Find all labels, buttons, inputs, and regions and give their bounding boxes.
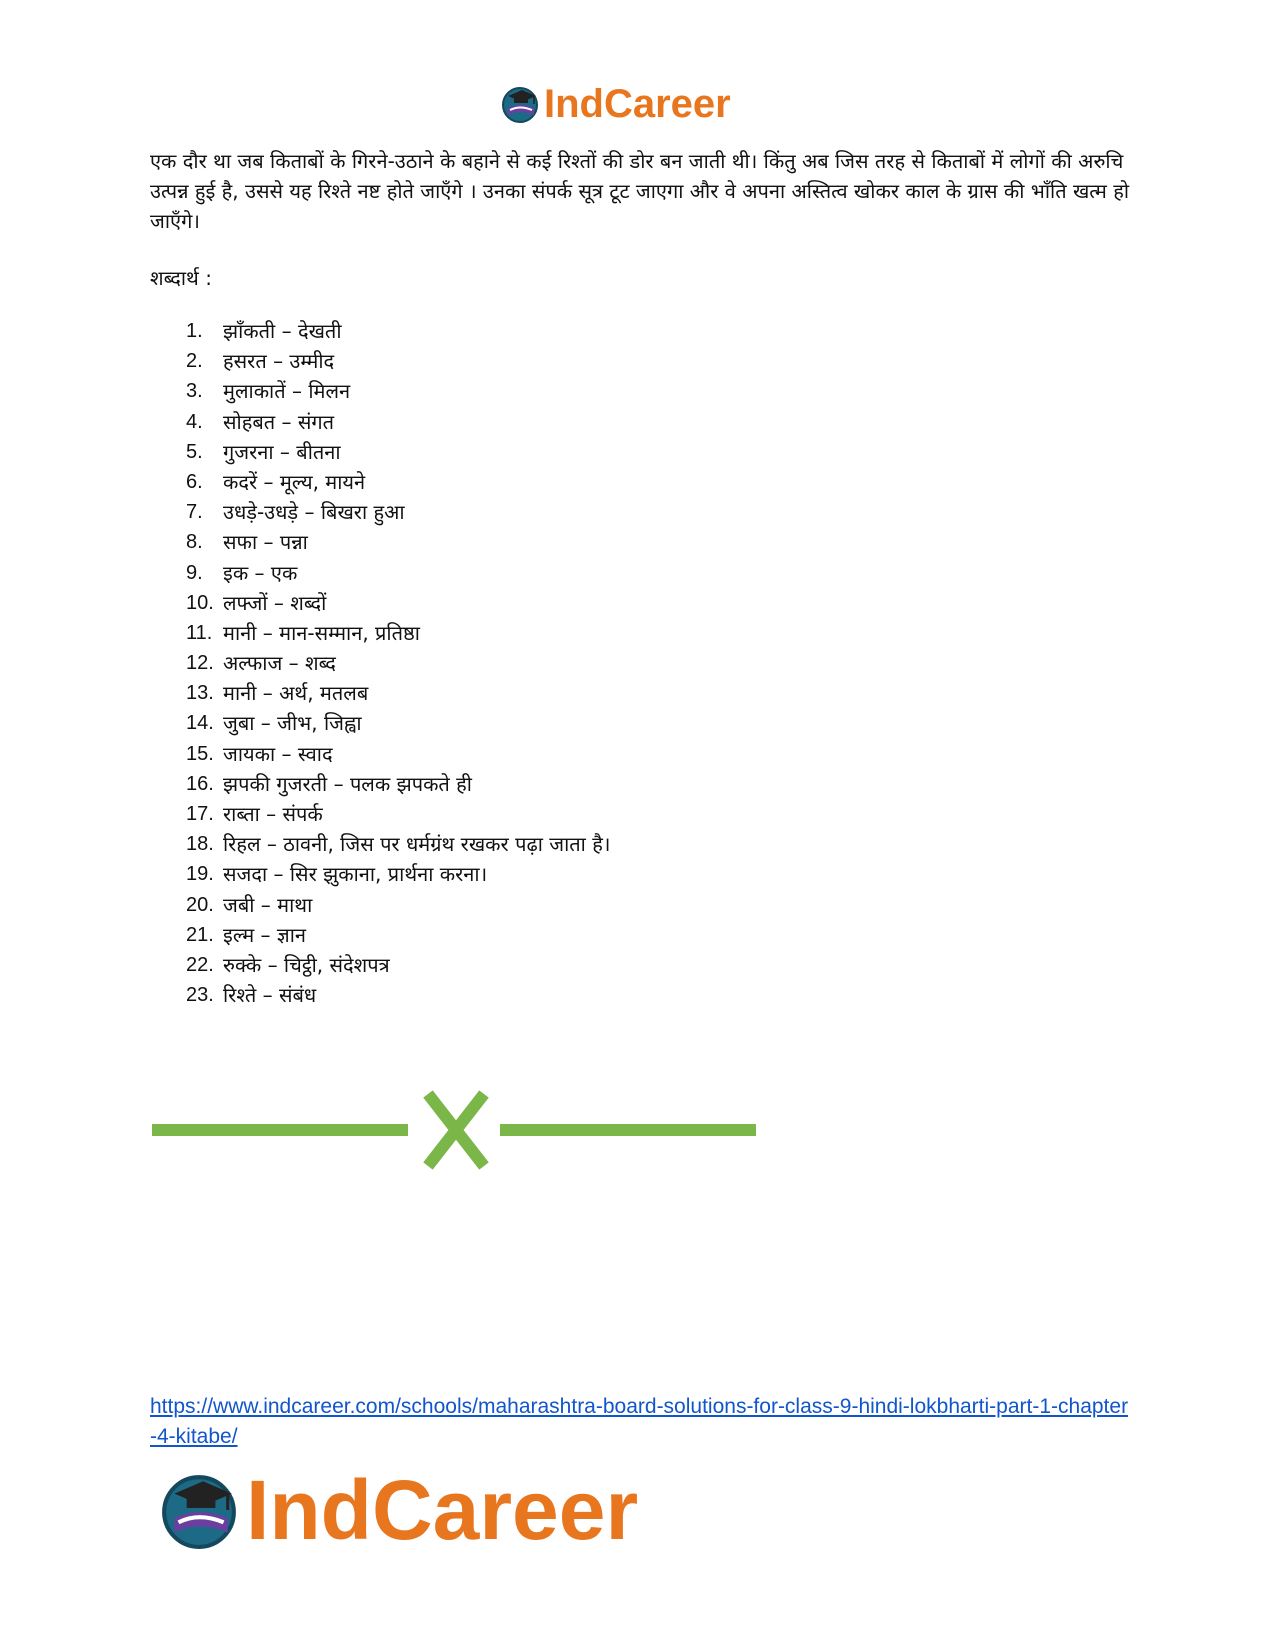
list-item	[186, 588, 610, 618]
list-item	[186, 648, 610, 678]
footer-logo	[158, 1462, 638, 1558]
item-text: उधड़े-उधड़े – बिखरा हुआ	[223, 500, 405, 525]
item-text: इल्म – ज्ञान	[223, 922, 306, 947]
list-item	[186, 739, 610, 769]
item-number: 23.	[186, 984, 214, 1007]
item-number: 9.	[186, 561, 203, 584]
glossary-heading: शब्दार्थ :	[150, 266, 212, 290]
item-number: 11.	[186, 621, 213, 644]
list-item	[186, 678, 610, 708]
source-link[interactable]: https://www.indcareer.com/schools/maharashtra-board-solutions-for-class-9-hindi-lokbharti-part-1-chapter-4-kitabe/	[150, 1395, 1129, 1448]
item-text: गुजरना – बीतना	[223, 439, 341, 464]
item-text: सफा – पन्ना	[223, 530, 308, 555]
list-item	[186, 527, 610, 557]
item-number: 16.	[186, 772, 214, 795]
item-text: राब्ता – संपर्क	[223, 802, 323, 826]
item-text: झपकी गुजरती – पलक झपकते ही	[223, 771, 472, 796]
list-item	[186, 829, 610, 859]
item-number: 12.	[186, 652, 214, 675]
item-number: 18.	[186, 833, 214, 856]
list-item	[186, 437, 610, 467]
item-text: जायका – स्वाद	[223, 741, 333, 766]
item-text: लफ्जों – शब्दों	[223, 590, 327, 615]
item-number: 21.	[186, 923, 214, 946]
list-item	[186, 950, 610, 980]
cross-x-icon	[428, 1094, 484, 1166]
list-item	[186, 618, 610, 648]
list-item	[186, 407, 610, 437]
list-item	[186, 497, 610, 527]
item-number: 14.	[186, 712, 214, 735]
item-number: 20.	[186, 893, 214, 916]
item-text: सजदा – सिर झुकाना, प्रार्थना करना।	[223, 862, 488, 887]
item-text: इक – एक	[223, 560, 298, 585]
list-item	[186, 346, 610, 376]
item-text: रिश्ते – संबंध	[223, 983, 317, 1008]
graduation-cap-book-globe-icon	[500, 84, 540, 124]
list-item	[186, 467, 610, 497]
item-number: 1.	[186, 320, 203, 342]
item-text: रिहल – ठावनी, जिस पर धर्मग्रंथ रखकर पढ़ा जाता है।	[223, 832, 611, 857]
glossary-list	[186, 316, 610, 1010]
item-number: 22.	[186, 953, 214, 976]
list-item	[186, 799, 610, 829]
item-text: कदरें – मूल्य, मायने	[223, 469, 366, 494]
item-text: झाँकती – देखती	[223, 319, 342, 343]
item-number: 4.	[186, 410, 203, 433]
list-item	[186, 980, 610, 1010]
item-text: जुबा – जीभ, जिह्वा	[223, 711, 362, 736]
item-text: जबी – माथा	[223, 892, 313, 917]
item-number: 19.	[186, 863, 214, 886]
item-number: 17.	[186, 803, 214, 825]
list-item	[186, 376, 610, 406]
list-item	[186, 316, 610, 346]
item-number: 8.	[186, 531, 203, 554]
list-item	[186, 890, 610, 920]
brand-name: IndCareer	[544, 82, 731, 126]
item-text: सोहबत – संगत	[223, 409, 335, 434]
item-text: मानी – मान-सम्मान, प्रतिष्ठा	[223, 620, 420, 645]
item-number: 13.	[186, 682, 214, 705]
item-text: मुलाकातें – मिलन	[223, 379, 351, 404]
list-item	[186, 558, 610, 588]
item-number: 5.	[186, 440, 203, 463]
intro-paragraph: एक दौर था जब किताबों के गिरने-उठाने के बहाने से कई रिश्तों की डोर बन जाती थी। किंतु अब जिस तरह से किताबों में लोगों की अरुचि उत्पन्न हुई है, उससे यह रिश्ते नष्ट होते जाएँगे । उनका संपर्क सूत्र टूट जाएगा और वे अपना अस्तित्व खोकर काल के ग्रास की भाँति खत्म हो जाएँगे।	[150, 149, 1130, 233]
header-logo	[500, 80, 731, 128]
item-number: 3.	[186, 380, 203, 403]
item-text: मानी – अर्थ, मतलब	[223, 681, 369, 706]
item-number: 6.	[186, 470, 203, 493]
item-text: हसरत – उम्मीद	[223, 349, 335, 374]
list-item	[186, 769, 610, 799]
list-item	[186, 708, 610, 738]
list-item	[186, 859, 610, 889]
item-text: अल्फाज – शब्द	[223, 651, 336, 676]
item-number: 15.	[186, 742, 214, 765]
graduation-cap-book-globe-icon	[158, 1469, 240, 1551]
section-divider	[150, 1090, 760, 1170]
item-number: 2.	[186, 350, 203, 373]
item-text: रुक्के – चिट्ठी, संदेशपत्र	[223, 952, 390, 977]
list-item	[186, 920, 610, 950]
brand-name: IndCareer	[246, 1463, 639, 1557]
item-number: 7.	[186, 501, 203, 524]
item-number: 10.	[186, 591, 214, 614]
